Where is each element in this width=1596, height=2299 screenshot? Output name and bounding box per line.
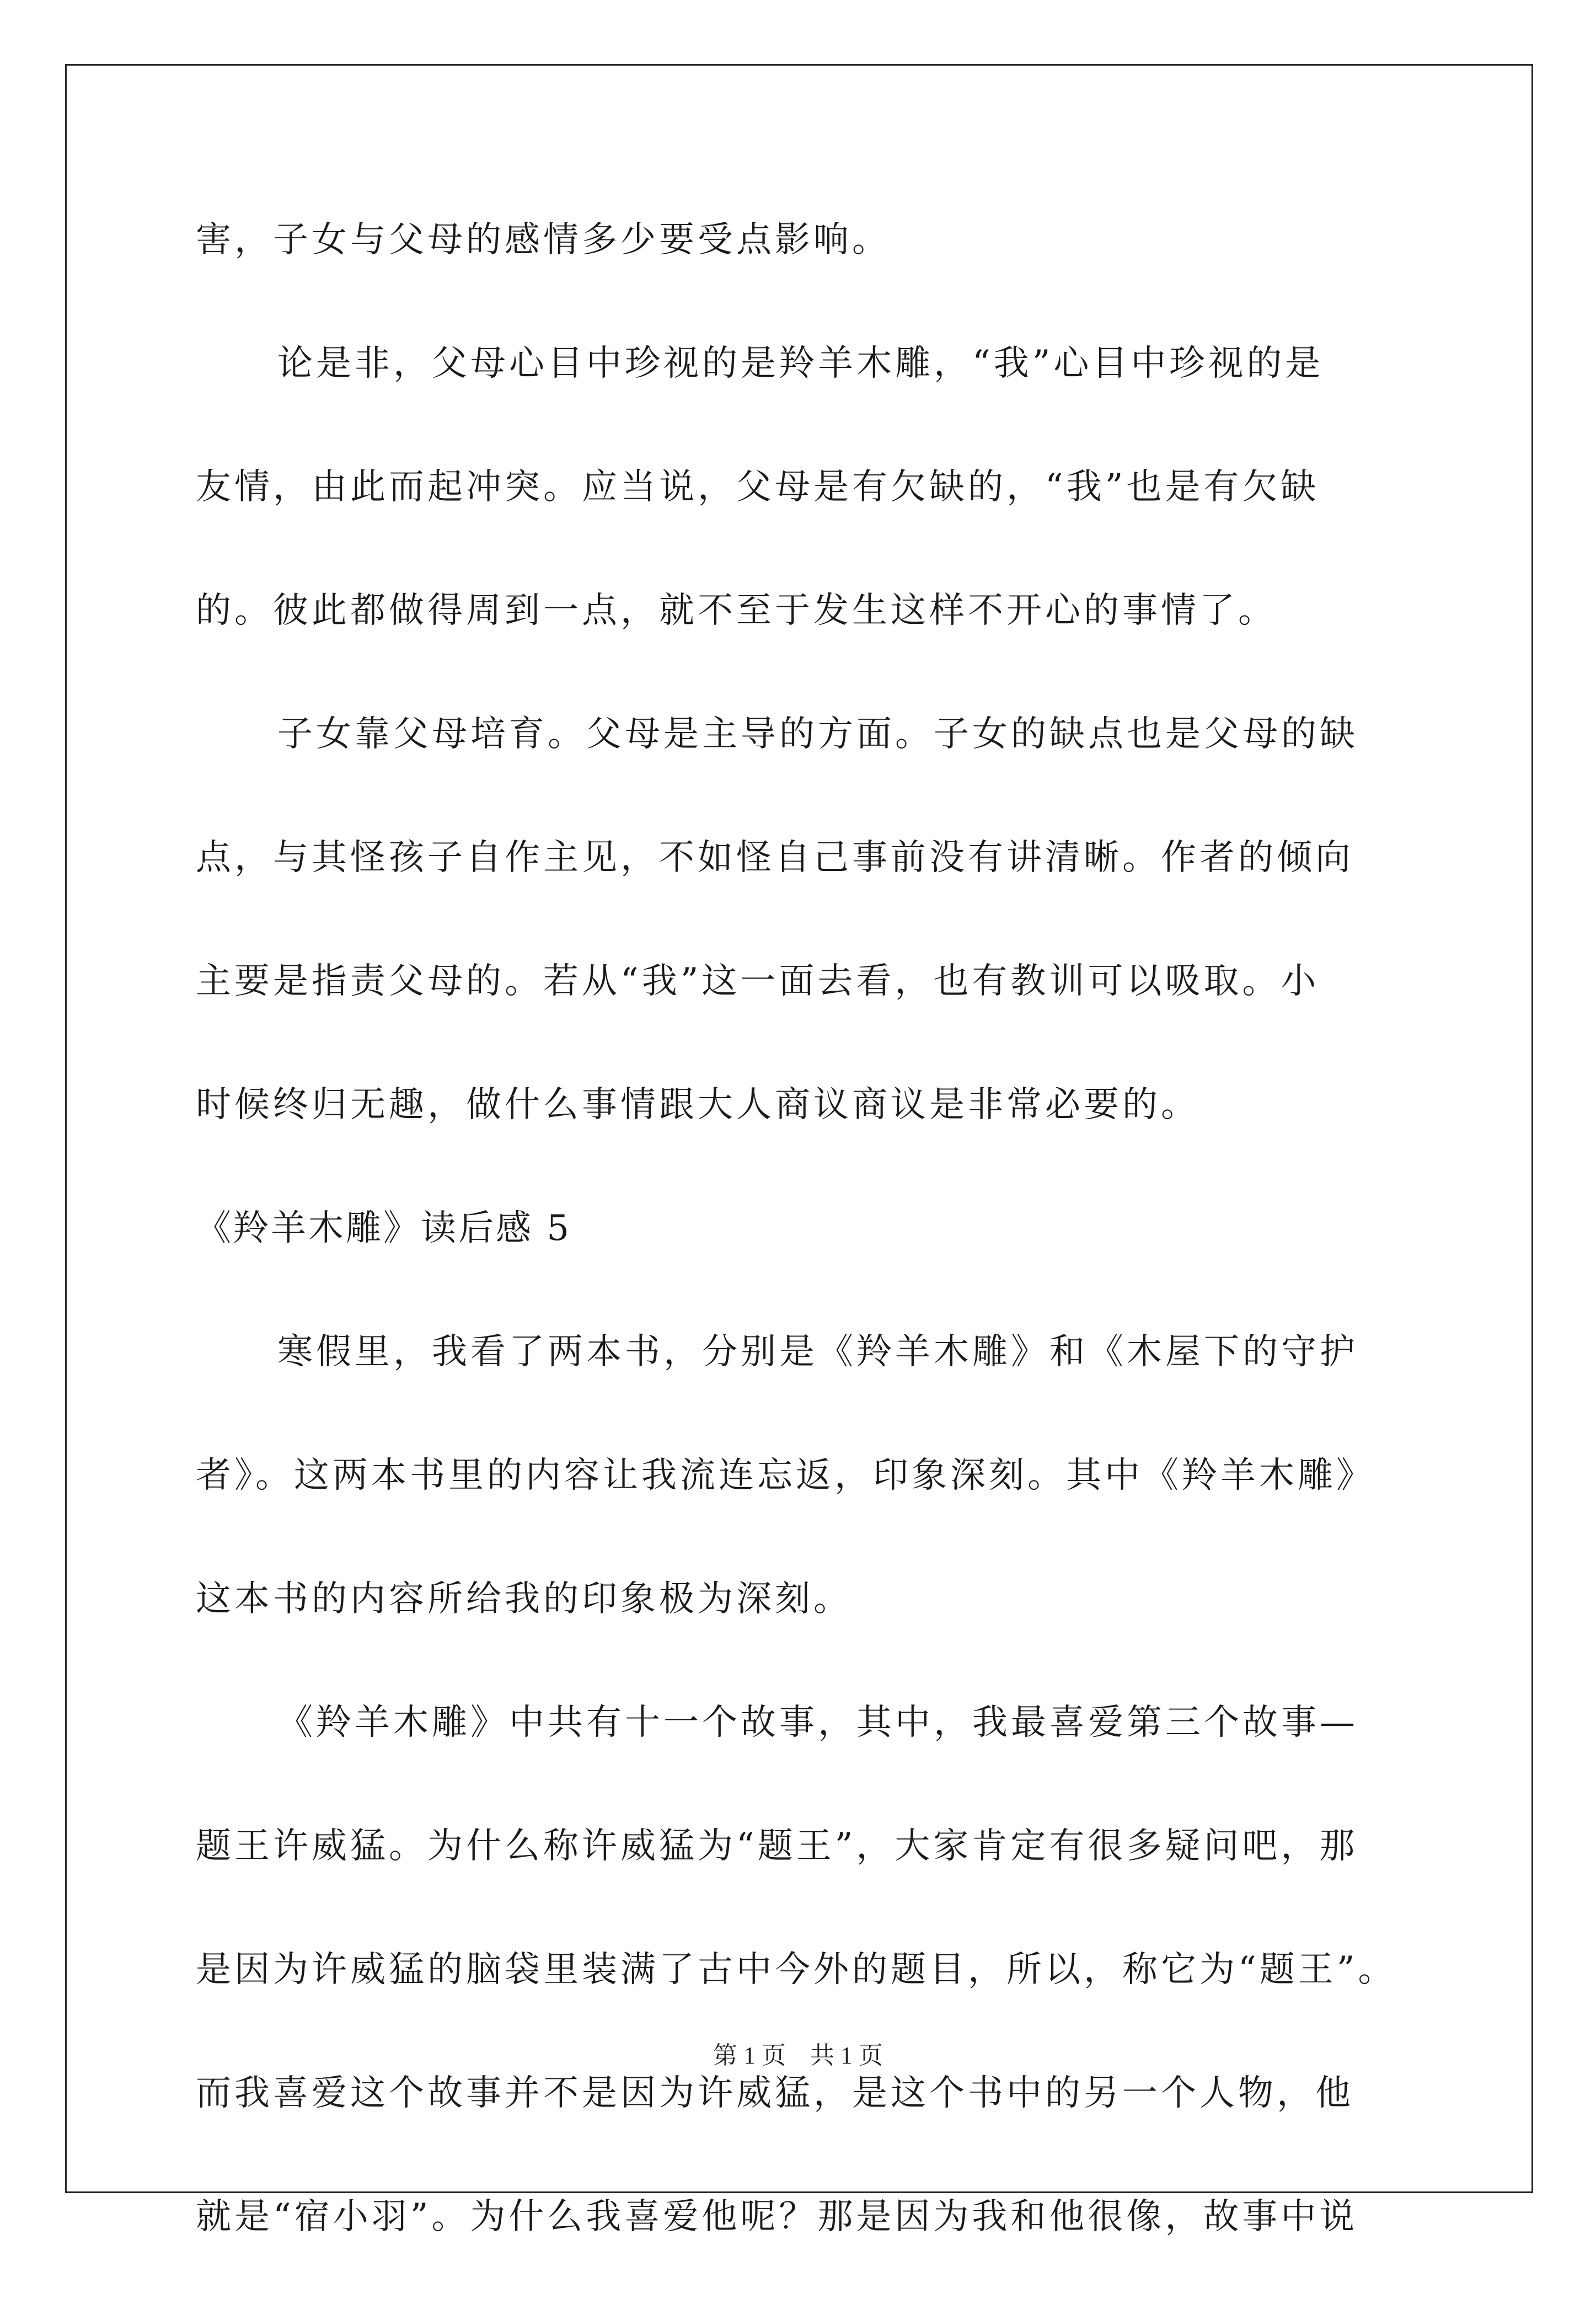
page-footer: 第 1 页 共 1 页 xyxy=(713,2042,883,2069)
paragraph-line: 时候终归无趣，做什么事情跟大人商议商议是非常必要的。 xyxy=(196,1084,1199,1125)
paragraph-line: 害，子女与父母的感情多少要受点影响。 xyxy=(196,220,891,260)
paragraph-line: 友情，由此而起冲突。应当说，父母是有欠缺的，“我”也是有欠缺 xyxy=(196,467,1320,507)
paragraph-line: 题王许威猛。为什么称许威猛为“题王”，大家肯定有很多疑问吧，那 xyxy=(196,1826,1358,1867)
paragraph-line: 是因为许威猛的脑袋里装满了古中今外的题目，所以，称它为“题王”。 xyxy=(196,1949,1397,1990)
paragraph-line: 《羚羊木雕》中共有十一个故事，其中，我最喜爱第三个故事— xyxy=(277,1702,1358,1743)
paragraph-line: 点，与其怪孩子自作主见，不如怪自己事前没有讲清晰。作者的倾向 xyxy=(196,837,1354,878)
section-heading: 《羚羊木雕》读后感 5 xyxy=(196,1208,572,1249)
paragraph-line: 而我喜爱这个故事并不是因为许威猛，是这个书中的另一个人物，他 xyxy=(196,2073,1354,2114)
paragraph-line: 论是非，父母心目中珍视的是羚羊木雕，“我”心目中珍视的是 xyxy=(277,343,1324,384)
paragraph-line: 子女靠父母培育。父母是主导的方面。子女的缺点也是父母的缺 xyxy=(277,714,1358,755)
paragraph-line: 这本书的内容所给我的印象极为深刻。 xyxy=(196,1579,852,1619)
paragraph-line: 者》。这两本书里的内容让我流连忘返，印象深刻。其中《羚羊木雕》 xyxy=(196,1455,1375,1496)
paragraph-line: 寒假里，我看了两本书，分别是《羚羊木雕》和《木屋下的守护 xyxy=(277,1332,1358,1372)
paragraph-line: 的。彼此都做得周到一点，就不至于发生这样不开心的事情了。 xyxy=(196,590,1277,631)
paragraph-line: 就是“宿小羽”。为什么我喜爱他呢？那是因为我和他很像，故事中说 xyxy=(196,2196,1358,2237)
paragraph-line: 主要是指责父母的。若从“我”这一面去看，也有教训可以吸取。小 xyxy=(196,961,1320,1002)
document-body xyxy=(196,199,1426,2299)
